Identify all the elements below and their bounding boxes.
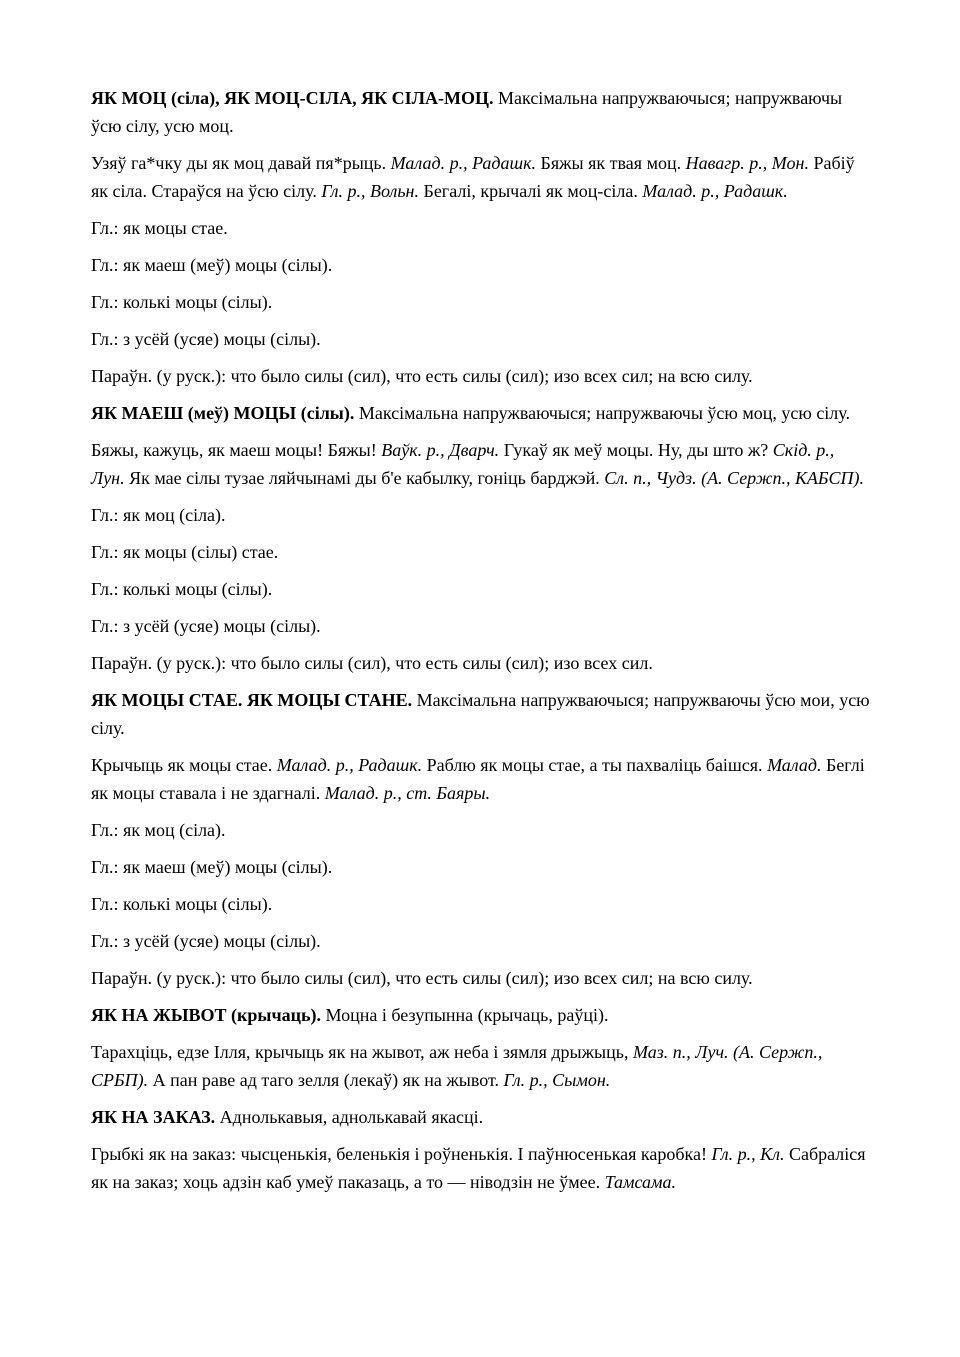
entry-headword-paragraph: [91, 84, 870, 140]
body-text: Гл.: з усёй (усяе) моцы (сілы).: [91, 329, 321, 349]
entry-headword-paragraph: [91, 399, 870, 427]
entry-headword-paragraph: [91, 686, 870, 742]
body-text: А пан раве ад таго зелля (лекаў) як на жывот.: [148, 1070, 504, 1090]
cross-reference-paragraph: [91, 575, 870, 603]
source-reference: Сл. п., Чудз. (А. Сержп., КАБСП).: [604, 468, 865, 488]
body-text: Гл.: колькі моцы (сілы).: [91, 292, 273, 312]
source-reference: Малад. р., Радашк.: [276, 755, 423, 775]
dictionary-entry: [91, 1103, 870, 1196]
cross-reference-paragraph: [91, 325, 870, 353]
source-reference: Тамсама.: [604, 1172, 676, 1192]
body-text: Максімальна напружваючыся; напружваючы ўсю мои, усю сілу.: [91, 690, 870, 738]
source-reference: Малад. р., Радашк.: [642, 181, 788, 201]
source-reference: Ваўк. р., Дварч.: [381, 440, 500, 460]
body-text: Аднолькавыя, аднолькавай якасці.: [215, 1107, 484, 1127]
examples-paragraph: [91, 149, 870, 205]
source-reference: Малад. р., ст. Баяры.: [324, 783, 491, 803]
body-text: Гл.: як маеш (меў) моцы (сілы).: [91, 255, 333, 275]
body-text: Гл.: колькі моцы (сілы).: [91, 579, 273, 599]
source-reference: Гл. р., Сымон.: [503, 1070, 611, 1090]
cross-reference-paragraph: [91, 890, 870, 918]
body-text: Грыбкі як на заказ: чысценькія, беленькія і роўненькія. І паўнюсенькая каробка!: [91, 1144, 712, 1164]
headword-text: ЯК МАЕШ (меў) МОЦЫ (сілы).: [91, 403, 355, 423]
cross-reference-paragraph: [91, 214, 870, 242]
body-text: Гл.: як моц (сіла).: [91, 820, 226, 840]
cross-reference-paragraph: [91, 853, 870, 881]
body-text: Узяў га*чку ды як моц давай пя*рыць.: [91, 153, 391, 173]
examples-paragraph: [91, 1140, 870, 1196]
body-text: Параўн. (у руск.): что было силы (сил), что есть силы (сил); изо всех сил; на всю силу.: [91, 968, 753, 988]
body-text: Як мае сілы тузае ляйчынамі ды б'е кабылку, гоніць барджэй.: [124, 468, 605, 488]
body-text: Бяжы, кажуць, як маеш моцы! Бяжы!: [91, 440, 382, 460]
cross-reference-paragraph: [91, 927, 870, 955]
dictionary-entry: [91, 399, 870, 677]
cross-reference-paragraph: [91, 538, 870, 566]
body-text: Моцна і безупынна (крычаць, раўці).: [321, 1005, 609, 1025]
dictionary-entry: [91, 1001, 870, 1094]
cross-reference-paragraph: [91, 251, 870, 279]
examples-paragraph: [91, 751, 870, 807]
body-text: Гл.: як маеш (меў) моцы (сілы).: [91, 857, 333, 877]
examples-paragraph: [91, 436, 870, 492]
russian-comparison-paragraph: [91, 964, 870, 992]
body-text: Рабіў як сіла. Стараўся на ўсю сілу.: [91, 153, 855, 201]
body-text: Сабраліся як на заказ; хоць адзін каб умеў паказаць, а то — ніводзін не ўмее.: [91, 1144, 866, 1192]
body-text: Гукаў як меў моцы. Ну, ды што ж?: [499, 440, 773, 460]
russian-comparison-paragraph: [91, 362, 870, 390]
body-text: Параўн. (у руск.): что было силы (сил), что есть силы (сил); изо всех сил.: [91, 653, 653, 673]
dictionary-entry: [91, 686, 870, 992]
headword-text: ЯК НА ЖЫВОТ (крычаць).: [91, 1005, 322, 1025]
body-text: Тарахціць, едзе Ілля, крычыць як на жывот, аж неба і зямля дрыжыць,: [91, 1042, 633, 1062]
body-text: Гл.: колькі моцы (сілы).: [91, 894, 273, 914]
source-reference: Навагр. р., Мон.: [685, 153, 809, 173]
headword-text: ЯК НА ЗАКАЗ.: [91, 1107, 216, 1127]
entry-headword-paragraph: [91, 1001, 870, 1029]
headword-text: ЯК МОЦ (сіла), ЯК МОЦ-СІЛА, ЯК СІЛА-МОЦ.: [91, 88, 494, 108]
body-text: Беглі як моцы ставала і не здагналі.: [91, 755, 865, 803]
source-reference: Скід. р., Лун.: [91, 440, 835, 488]
cross-reference-paragraph: [91, 612, 870, 640]
source-reference: Малад. р., Радашк.: [390, 153, 536, 173]
body-text: Гл.: як моцы (сілы) стае.: [91, 542, 279, 562]
body-text: Бегалі, крычалі як моц-сіла.: [418, 181, 643, 201]
source-reference: Гл. р., Кл.: [711, 1144, 785, 1164]
examples-paragraph: [91, 1038, 870, 1094]
source-reference: Маз. п., Луч. (А. Сержп., СРБП).: [91, 1042, 823, 1090]
body-text: Максімальна напружваючыся; напружваючы ўсю сілу, усю моц.: [91, 88, 843, 136]
body-text: Гл.: з усёй (усяе) моцы (сілы).: [91, 616, 321, 636]
dictionary-entry: [91, 84, 870, 390]
body-text: Параўн. (у руск.): что было силы (сил), что есть силы (сил); изо всех сил; на всю силу.: [91, 366, 753, 386]
entry-headword-paragraph: [91, 1103, 870, 1131]
source-reference: Малад.: [767, 755, 822, 775]
body-text: Гл.: з усёй (усяе) моцы (сілы).: [91, 931, 321, 951]
body-text: Бяжы як твая моц.: [536, 153, 686, 173]
cross-reference-paragraph: [91, 288, 870, 316]
russian-comparison-paragraph: [91, 649, 870, 677]
body-text: Гл.: як моц (сіла).: [91, 505, 226, 525]
body-text: Раблю як моцы стае, а ты пахваліць баішся.: [422, 755, 768, 775]
body-text: Максімальна напружваючыся; напружваючы ўсю моц, усю сілу.: [354, 403, 850, 423]
body-text: Гл.: як моцы стае.: [91, 218, 228, 238]
body-text: Крычыць як моцы стае.: [91, 755, 277, 775]
headword-text: ЯК МОЦЫ СТАЕ. ЯК МОЦЫ СТАНЕ.: [91, 690, 413, 710]
cross-reference-paragraph: [91, 816, 870, 844]
source-reference: Гл. р., Вольн.: [321, 181, 419, 201]
cross-reference-paragraph: [91, 501, 870, 529]
